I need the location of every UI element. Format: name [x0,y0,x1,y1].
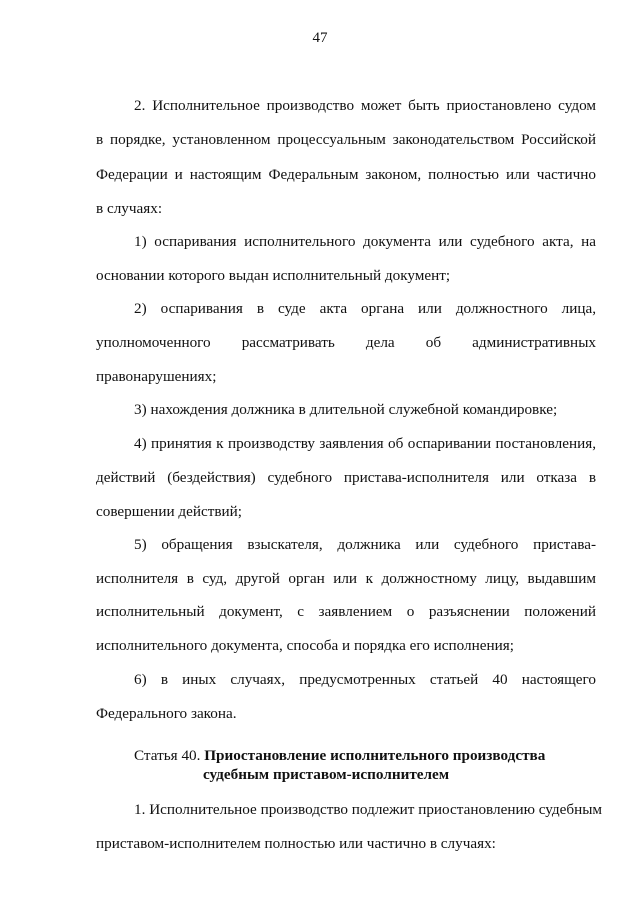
text-line: правонарушениях; [96,368,217,385]
text-line: в случаях: [96,200,163,217]
text-line: в порядке, установленном процессуальным законодательством Российской [96,131,596,148]
text-line: основании которого выдан исполнительный документ; [96,267,451,284]
article-label: Статья 40. [134,747,201,764]
text-line: действий (бездействия) судебного пристава-исполнителя или отказа в [96,469,596,486]
text-line: 2. Исполнительное производство может быть приостановлено судом [134,97,596,114]
text-line: 1. Исполнительное производство подлежит приостановлению судебным [134,801,603,818]
text-line: исполнителя в суд, другой орган или к должностному лицу, выдавшим [96,570,596,587]
article-title-continued: судебным приставом-исполнителем [203,766,450,783]
article-heading-line-1 [134,746,545,766]
article-title: Приостановление исполнительного производства [204,747,546,764]
text-line: 1) оспаривания исполнительного документа или судебного акта, на [134,233,596,250]
text-line: приставом-исполнителем полностью или частично в случаях: [96,835,496,852]
text-line: 5) обращения взыскателя, должника или судебного пристава- [134,536,596,553]
text-line: 4) принятия к производству заявления об оспаривании постановления, [134,435,596,452]
text-line: 2) оспаривания в суде акта органа или должностного лица, [134,300,596,317]
text-line: исполнительный документ, с заявлением о разъяснении положений [96,603,596,620]
page-number: 47 [312,30,328,46]
text-line: исполнительного документа, способа и порядка его исполнения; [96,637,514,654]
text-line: Федерального закона. [96,705,237,722]
article-heading-line-2 [203,765,449,785]
text-line: совершении действий; [96,503,242,520]
text-line: 6) в иных случаях, предусмотренных статьей 40 настоящего [134,671,596,688]
text-line: Федерации и настоящим Федеральным законом, полностью или частично [96,166,596,183]
text-line: уполномоченного рассматривать дела об административных [96,334,596,351]
text-line: 3) нахождения должника в длительной служебной командировке; [134,401,558,418]
